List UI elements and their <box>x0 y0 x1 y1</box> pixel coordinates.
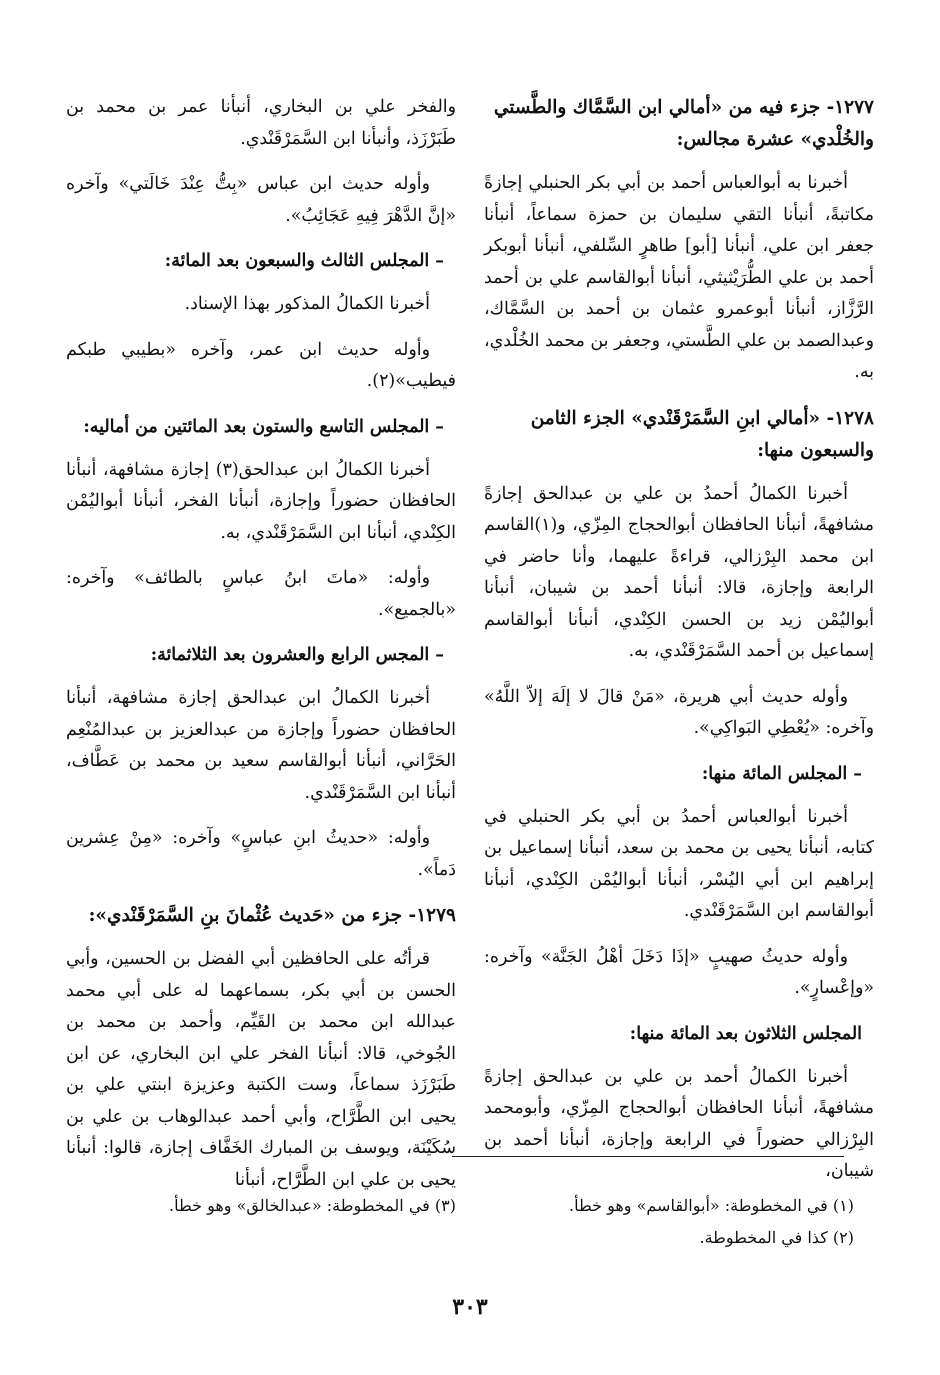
left-column <box>66 92 456 1210</box>
paragraph: وأوله حديثُ صهيبٍ «إذَا دَخَلَ أهْلُ الجَنَّة» وآخره: «وإعْسارٍ». <box>484 946 874 998</box>
footnotes-right <box>484 1190 854 1254</box>
section-heading: – المجلس المائة منها: <box>701 763 862 784</box>
footnote-3: (٣) في المخطوطة: «عبدالخالق» وهو خطأ. <box>169 1196 456 1215</box>
paragraph: وأوله حديث ابن عباس «بِتُّ عِنْدَ خَالَتي» وآخره «إنَّ الدَّهْرَ فِيهِ عَجَائِبُ». <box>66 174 456 226</box>
paragraph: أخبرنا الكمالُ المذكور بهذا الإسناد. <box>184 294 430 314</box>
section-heading: – المجلس الثالث والسبعون بعد المائة: <box>164 251 444 271</box>
entry-heading-1279: ١٢٧٩- جزء من «حَديث عُثْمانَ بنِ السَّمَرْقَنْدي»: <box>88 905 456 926</box>
footnotes-left <box>66 1190 456 1222</box>
entry-heading-1278: ١٢٧٨- «أمالي ابنِ السَّمَرْقَنْدي» الجزء الثامن والسبعون منها: <box>530 407 874 461</box>
paragraph: قرأتُه على الحافظين أبي الفضل بن الحسين، وأبي الحسن بن أبي بكر، بسماعهما له على أبي محمد عبدالله ابن محمد بن القَيِّم، وأحمد بن محمد بن الجُوخي، قالا: أنبأنا الفخر علي ابن البخاري، عن ابن طَبَرْزَذ سماعاً، وست الكتبة وعزيزة ابنتي علي بن يحيى ابن الطَّرَّاح، وأبي أحمد عبدالوهاب بن علي بن سُكَيْنَة، ويوسف بن المبارك الخَفَّاف إجازة، قالوا: أنبأنا يحيى بن علي ابن الطَّرَّاح، أنبأنا <box>66 949 456 1190</box>
entry-heading-1277: ١٢٧٧- جزء فيه من «أمالي ابن السَّمَّاك والطَّستي والخُلْدي» عشرة مجالس: <box>493 97 874 150</box>
footnote-divider <box>452 1156 844 1157</box>
paragraph: والفخر علي بن البخاري، أنبأنا عمر بن محمد بن طَبَرْزَذ، وأنبأنا ابن السَّمَرْقَنْدي. <box>66 97 456 149</box>
footnote-1: (١) في المخطوطة: «أبوالقاسم» وهو خطأ. <box>569 1196 854 1215</box>
paragraph: أخبرنا الكمالُ ابن عبدالحق(٣) إجازة مشافهة، أنبأنا الحافظان حضوراً وإجازة، أنبأنا الفخر، أنبأنا أبواليُمْن الكِنْدي، أنبأنا ابن السَّمَرْقَنْدي، به. <box>66 459 456 543</box>
footnote-2: (٢) كذا في المخطوطة. <box>699 1228 854 1247</box>
paragraph: أخبرنا الكمالُ أحمدُ بن علي بن عبدالحق إجازةً مشافهةً، أنبأنا الحافظان أبوالحجاج المِزّي، و(١)القاسم ابن محمد البِرْزالي، قراءةً عليهما، وأنا حاضر في الرابعة وإجازة، قالا: أنبأنا أحمد بن شيبان، أنبأنا أبواليُمْن زيد بن الحسن الكِنْدي، أنبأنا أبوالقاسم إسماعيل بن أحمد السَّمَرْقَنْدي، به. <box>484 483 874 661</box>
section-heading: – المجلس التاسع والستون بعد المائتين من أماليه: <box>83 416 444 437</box>
paragraph: وأوله حديث أبي هريرة، «مَنْ قالَ لا إلَهَ إلاّ اللَّهُ» وآخره: «يُعْطِي البَواكِي». <box>484 686 874 738</box>
paragraph: أخبرنا الكمالُ ابن عبدالحق إجازة مشافهة، أنبأنا الحافظان حضوراً وإجازة من عبدالعزيز بن عبدالمُنْعِم الحَرَّاني، أنبأنا أبوالقاسم سعيد بن محمد بن عَطَّاف، أنبأنا ابن السَّمَرْقَنْدي. <box>66 688 456 803</box>
paragraph: وأوله: «ماتَ ابنُ عباسٍ بالطائف» وآخره: «بالجميع». <box>66 568 456 620</box>
right-column <box>484 92 874 1202</box>
paragraph: أخبرنا أبوالعباس أحمدُ بن أبي بكر الحنبلي في كتابه، أنبأنا يحيى بن محمد بن سعد، أنبأنا إسماعيل بن إبراهيم ابن أبي اليُسْر، أنبأنا أبواليُمْن الكِنْدي، أنبأنا أبوالقاسم ابن السَّمَرْقَنْدي. <box>484 806 874 921</box>
section-heading: – المجس الرابع والعشرون بعد الثلاثمائة: <box>150 645 444 665</box>
paragraph: وأوله حديث ابن عمر، وآخره «بطيبي طبكم فيطيب»(٢). <box>66 339 456 391</box>
page-number: ٣٠٣ <box>452 1294 488 1320</box>
section-heading: المجلس الثلاثون بعد المائة منها: <box>629 1023 862 1044</box>
paragraph: وأوله: «حديثُ ابنِ عباسٍ» وآخره: «مِنْ عِشرين دَماً». <box>66 828 456 880</box>
paragraph: أخبرنا الكمالُ أحمد بن علي بن عبدالحق إجازةً مشافهةً، أنبأنا الحافظان أبوالحجاج المِزّي، وأبومحمد البِرْزالي حضوراً في الرابعة وإجازة، أنبأنا أحمد بن شيبان، <box>484 1066 874 1181</box>
paragraph: أخبرنا به أبوالعباس أحمد بن أبي بكر الحنبلي إجازةً مكاتبةً، أنبأنا التقي سليمان بن حمزة سماعاً، أنبأنا جعفر ابن علي، أنبأنا [أبو] طاهرٍ السِّلفي، أنبأنا أبوبكر أحمد بن علي الطُّرَيْثيثي، أنبأنا أبوالقاسم علي بن أحمد الرَّزَّاز، أنبأنا أبوعمرو عثمان بن أحمد بن السَّمَّاك، وعبدالصمد بن علي الطَّستي، وجعفر بن محمد الخُلْدي، به. <box>484 173 874 382</box>
